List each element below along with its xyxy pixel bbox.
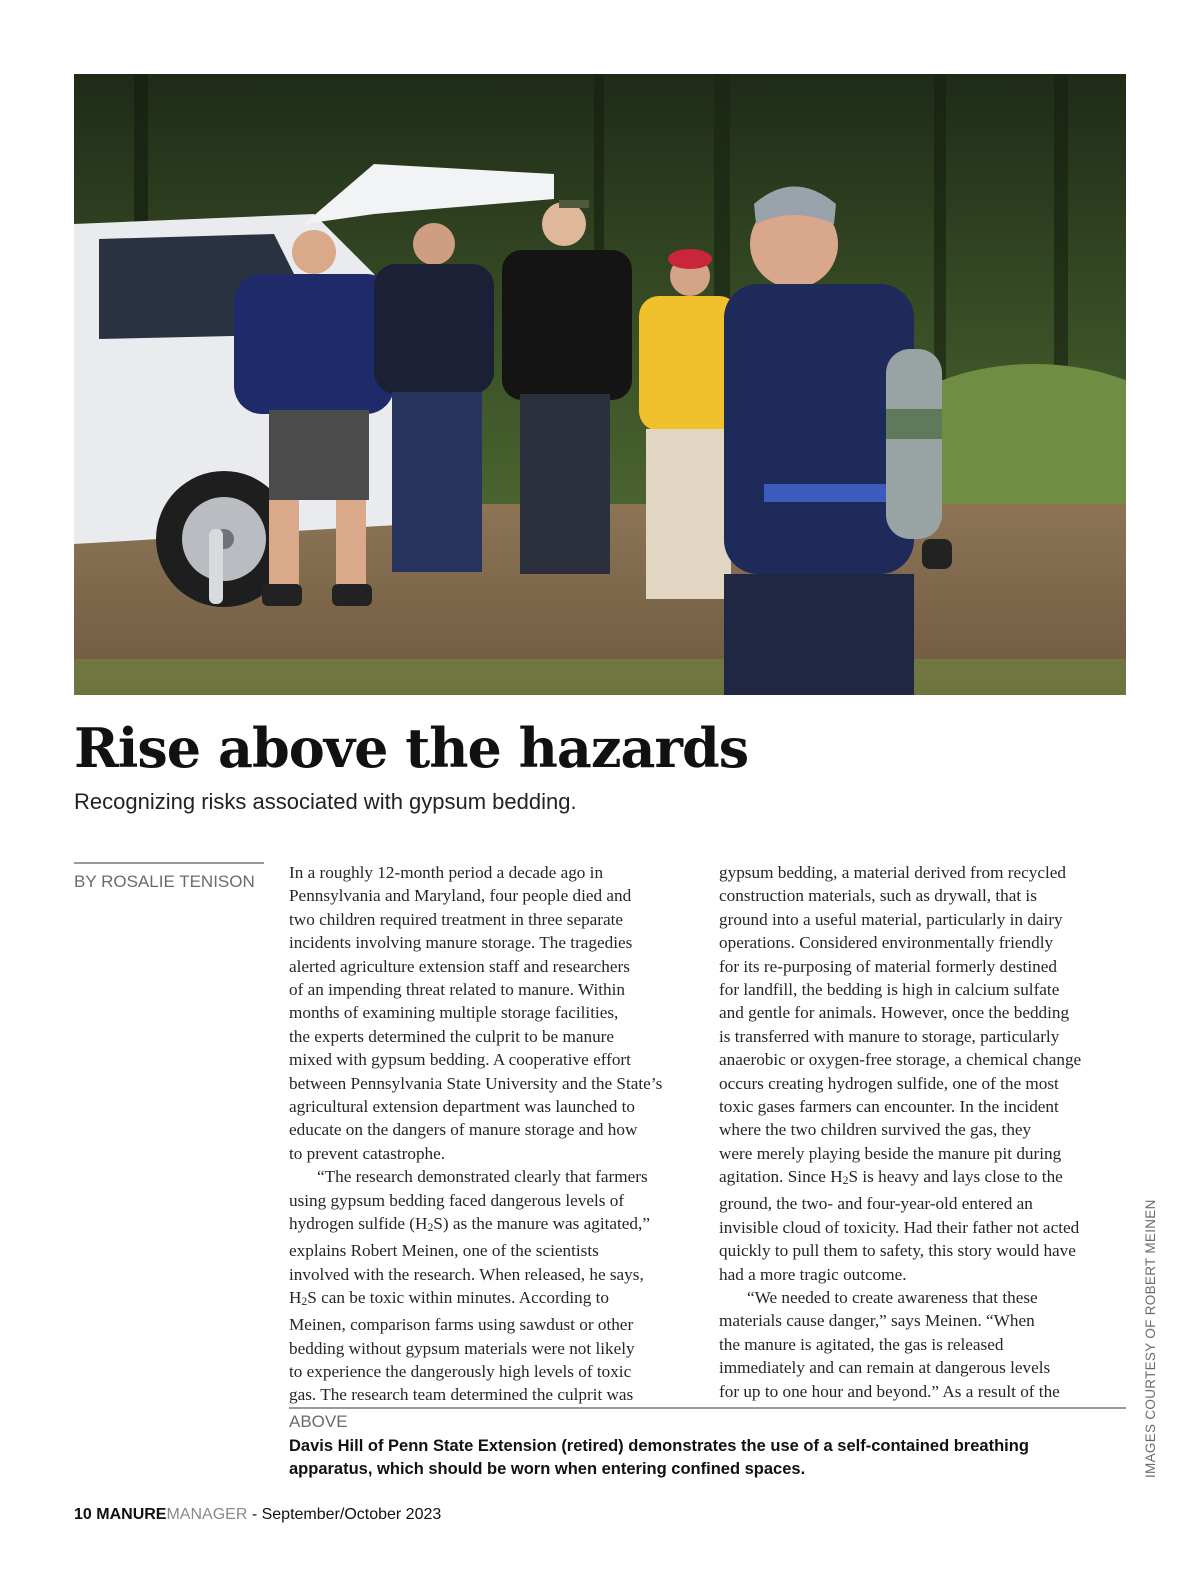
- byline-divider: [74, 862, 264, 864]
- article-column-1: [289, 861, 701, 1407]
- text-line: to experience the dangerously high levels of toxic: [289, 1362, 632, 1382]
- text-line: [719, 1165, 1131, 1192]
- byline: BY ROSALIE TENISON: [74, 872, 255, 891]
- subscript: 2: [842, 1174, 849, 1188]
- caption-label: ABOVE: [289, 1412, 348, 1431]
- text-line: “We needed to create awareness that these: [747, 1288, 1038, 1308]
- text-run: H: [289, 1288, 302, 1308]
- page-footer: [74, 1506, 441, 1524]
- text-line: involved with the research. When released, he says,: [289, 1264, 644, 1284]
- subscript: 2: [301, 1294, 308, 1308]
- text-line: is transferred with manure to storage, particularly: [719, 1026, 1060, 1046]
- text-line: educate on the dangers of manure storage and how: [289, 1120, 638, 1140]
- text-run: S) as the manure was agitated,”: [433, 1214, 650, 1234]
- text-line: two children required treatment in three separate: [289, 909, 624, 929]
- text-line: for landfill, the bedding is high in calcium sulfate: [719, 980, 1060, 1000]
- text-line: “The research demonstrated clearly that farmers: [317, 1167, 648, 1187]
- text-line: toxic gases farmers can encounter. In the incident: [719, 1097, 1059, 1117]
- photo-caption: Davis Hill of Penn State Extension (retired) demonstrates the use of a self-contained breathing apparatus, which should be worn when entering confined spaces.: [289, 1437, 1029, 1478]
- text-line: were merely playing beside the manure pit during: [719, 1143, 1062, 1163]
- text-line: for its re-purposing of material formerly destined: [719, 956, 1057, 976]
- text-run: hydrogen sulfide (H: [289, 1214, 428, 1234]
- text-line: alerted agriculture extension staff and researchers: [289, 956, 630, 976]
- text-line: In a roughly 12-month period a decade ago in: [289, 863, 604, 882]
- text-line: invisible cloud of toxicity. Had their father not acted: [719, 1217, 1080, 1237]
- paragraph-4: [719, 1286, 1131, 1403]
- text-line: and gentle for animals. However, once the bedding: [719, 1003, 1070, 1023]
- text-line: [289, 1212, 701, 1239]
- text-line: immediately and can remain at dangerous levels: [719, 1358, 1051, 1378]
- photo-field-demonstration-icon: [74, 74, 1126, 695]
- text-run: S can be toxic within minutes. According to: [307, 1288, 609, 1308]
- text-line: [289, 1286, 701, 1313]
- text-line: using gypsum bedding faced dangerous levels of: [289, 1190, 625, 1210]
- subscript: 2: [427, 1220, 434, 1234]
- text-line: ground, the two- and four-year-old entered an: [719, 1194, 1033, 1214]
- text-run: agitation. Since H: [719, 1167, 843, 1187]
- text-line: operations. Considered environmentally friendly: [719, 933, 1054, 953]
- page-number: 10: [74, 1506, 92, 1523]
- text-line: had a more tragic outcome.: [719, 1264, 907, 1284]
- text-line: construction materials, such as drywall, that is: [719, 886, 1037, 906]
- text-line: bedding without gypsum materials were not likely: [289, 1338, 635, 1358]
- text-run: S is heavy and lays close to the: [848, 1167, 1063, 1187]
- caption-divider: [289, 1407, 1126, 1409]
- article-subtitle: Recognizing risks associated with gypsum bedding.: [74, 789, 577, 814]
- text-line: Meinen, comparison farms using sawdust or other: [289, 1315, 634, 1335]
- text-line: ground into a useful material, particularly in dairy: [719, 909, 1063, 929]
- text-line: incidents involving manure storage. The tragedies: [289, 933, 633, 953]
- text-line: months of examining multiple storage facilities,: [289, 1003, 619, 1023]
- text-line: the manure is agitated, the gas is released: [719, 1334, 1004, 1354]
- paragraph-3: [719, 861, 1131, 1286]
- article-column-2: [719, 861, 1131, 1403]
- text-line: gas. The research team determined the culprit was: [289, 1385, 634, 1405]
- text-line: the experts determined the culprit to be manure: [289, 1026, 615, 1046]
- magazine-name-bold: MANURE: [96, 1506, 167, 1523]
- text-line: mixed with gypsum bedding. A cooperative effort: [289, 1050, 631, 1070]
- text-line: of an impending threat related to manure. Within: [289, 980, 625, 1000]
- text-line: agricultural extension department was launched to: [289, 1097, 636, 1117]
- photo-credit: IMAGES COURTESY OF ROBERT MEINEN: [1143, 1199, 1158, 1478]
- text-line: occurs creating hydrogen sulfide, one of the most: [719, 1073, 1059, 1093]
- issue-date: - September/October 2023: [251, 1506, 442, 1523]
- text-line: for up to one hour and beyond.” As a result of the: [719, 1381, 1060, 1401]
- text-line: gypsum bedding, a material derived from recycled: [719, 863, 1066, 882]
- text-line: where the two children survived the gas, they: [719, 1120, 1032, 1140]
- text-line: to prevent catastrophe.: [289, 1143, 446, 1163]
- paragraph-1: [289, 861, 701, 1165]
- text-line: Pennsylvania and Maryland, four people died and: [289, 886, 632, 906]
- text-line: quickly to pull them to safety, this story would have: [719, 1241, 1076, 1261]
- text-line: anaerobic or oxygen-free storage, a chemical change: [719, 1050, 1082, 1070]
- text-line: materials cause danger,” says Meinen. “When: [719, 1311, 1035, 1331]
- text-line: between Pennsylvania State University and the State’s: [289, 1073, 663, 1093]
- paragraph-2: [289, 1165, 701, 1407]
- article-photo: [74, 74, 1126, 695]
- article-title: Rise above the hazards: [74, 716, 749, 780]
- magazine-name-light: MANAGER: [166, 1506, 248, 1523]
- text-line: explains Robert Meinen, one of the scientists: [289, 1241, 599, 1261]
